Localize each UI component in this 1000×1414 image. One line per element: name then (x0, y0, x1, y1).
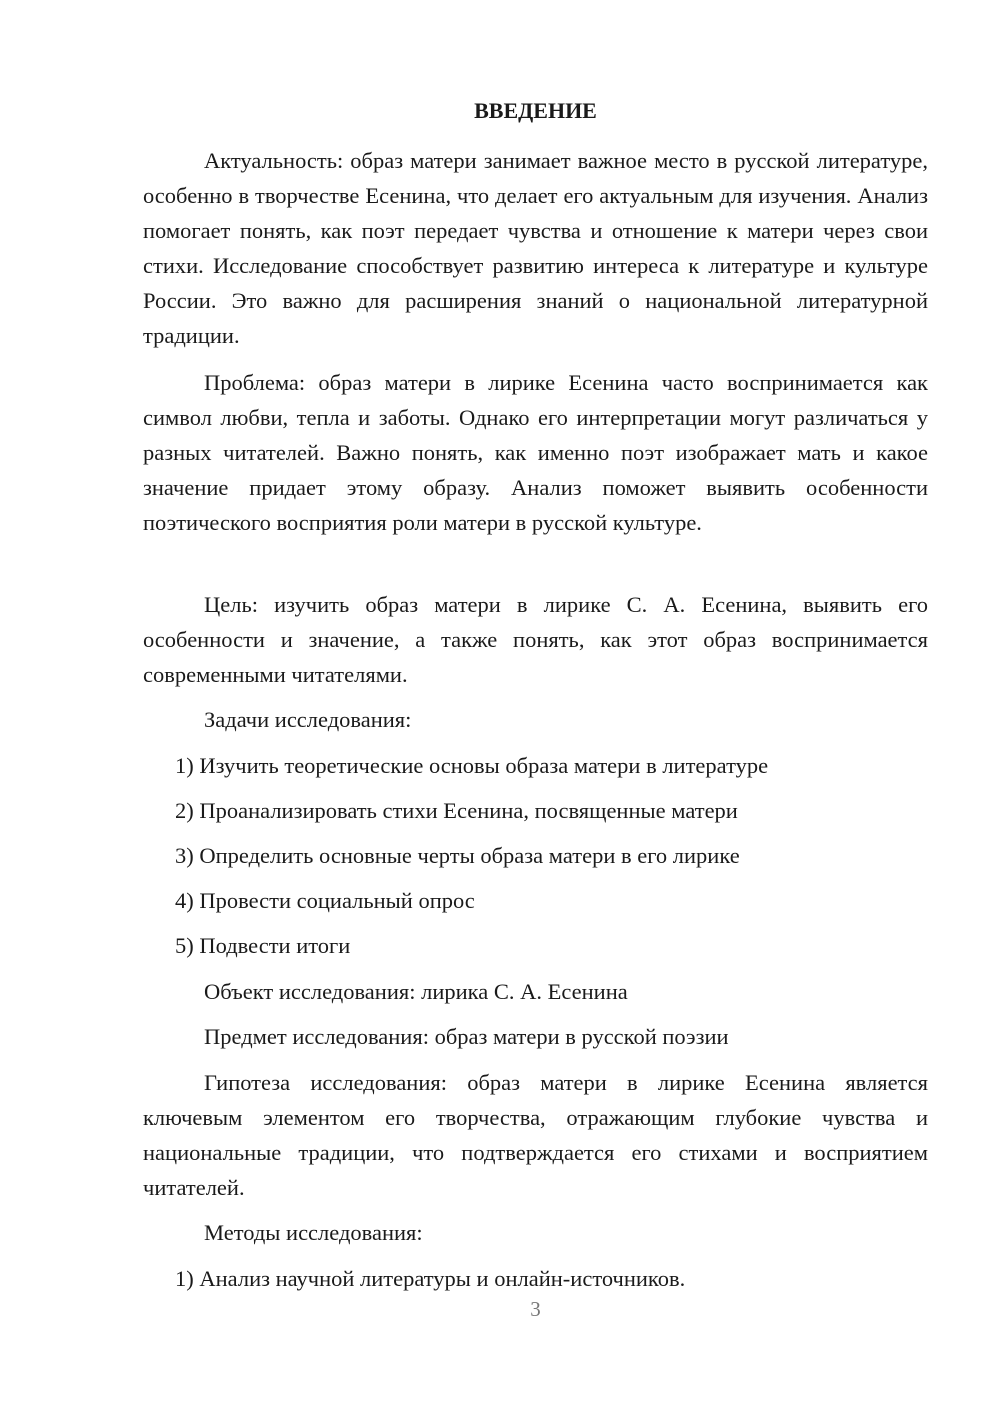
section-heading: ВВЕДЕНИЕ (474, 98, 597, 123)
methods-label: Методы исследования: (204, 1220, 423, 1245)
object-line: Объект исследования: лирика С. А. Есенина (204, 979, 628, 1004)
document-page (143, 0, 928, 1414)
tasks-label: Задачи исследования: (204, 707, 412, 732)
task-item: 2) Проанализировать стихи Есенина, посвященные матери (175, 798, 738, 823)
task-item: 1) Изучить теоретические основы образа матери в литературе (175, 753, 769, 778)
method-item: 1) Анализ научной литературы и онлайн-источников. (175, 1266, 686, 1291)
page-number: 3 (530, 1297, 541, 1321)
goal-paragraph: Цель: изучить образ матери в лирике С. А. Есенина, выявить его особенности и значение, а также понять, как этот образ воспринимается современными читателями. (143, 592, 928, 687)
problem-paragraph: Проблема: образ матери в лирике Есенина часто воспринимается как символ любви, тепла и заботы. Однако его интерпретации могут различаться у разных читателей. Важно понять, как именно поэт изображает мать и какое значение придает этому образу. Анализ поможет выявить особенности поэтического восприятия роли матери в русской культуре. (143, 370, 928, 535)
task-item: 4) Провести социальный опрос (175, 888, 475, 913)
relevance-paragraph: Актуальность: образ матери занимает важное место в русской литературе, особенно в творчестве Есенина, что делает его актуальным для изучения. Анализ помогает понять, как поэт передает чувства и отношение к матери через свои стихи. Исследование способствует развитию интереса к литературе и культуре России. Это важно для расширения знаний о национальной литературной традиции. (143, 148, 928, 348)
task-item: 3) Определить основные черты образа матери в его лирике (175, 843, 740, 868)
task-item: 5) Подвести итоги (175, 933, 351, 958)
hypothesis-paragraph: Гипотеза исследования: образ матери в лирике Есенина является ключевым элементом его творчества, отражающим глубокие чувства и национальные традиции, что подтверждается его стихами и восприятием читателей. (143, 1070, 928, 1200)
subject-line: Предмет исследования: образ матери в русской поэзии (204, 1024, 729, 1049)
